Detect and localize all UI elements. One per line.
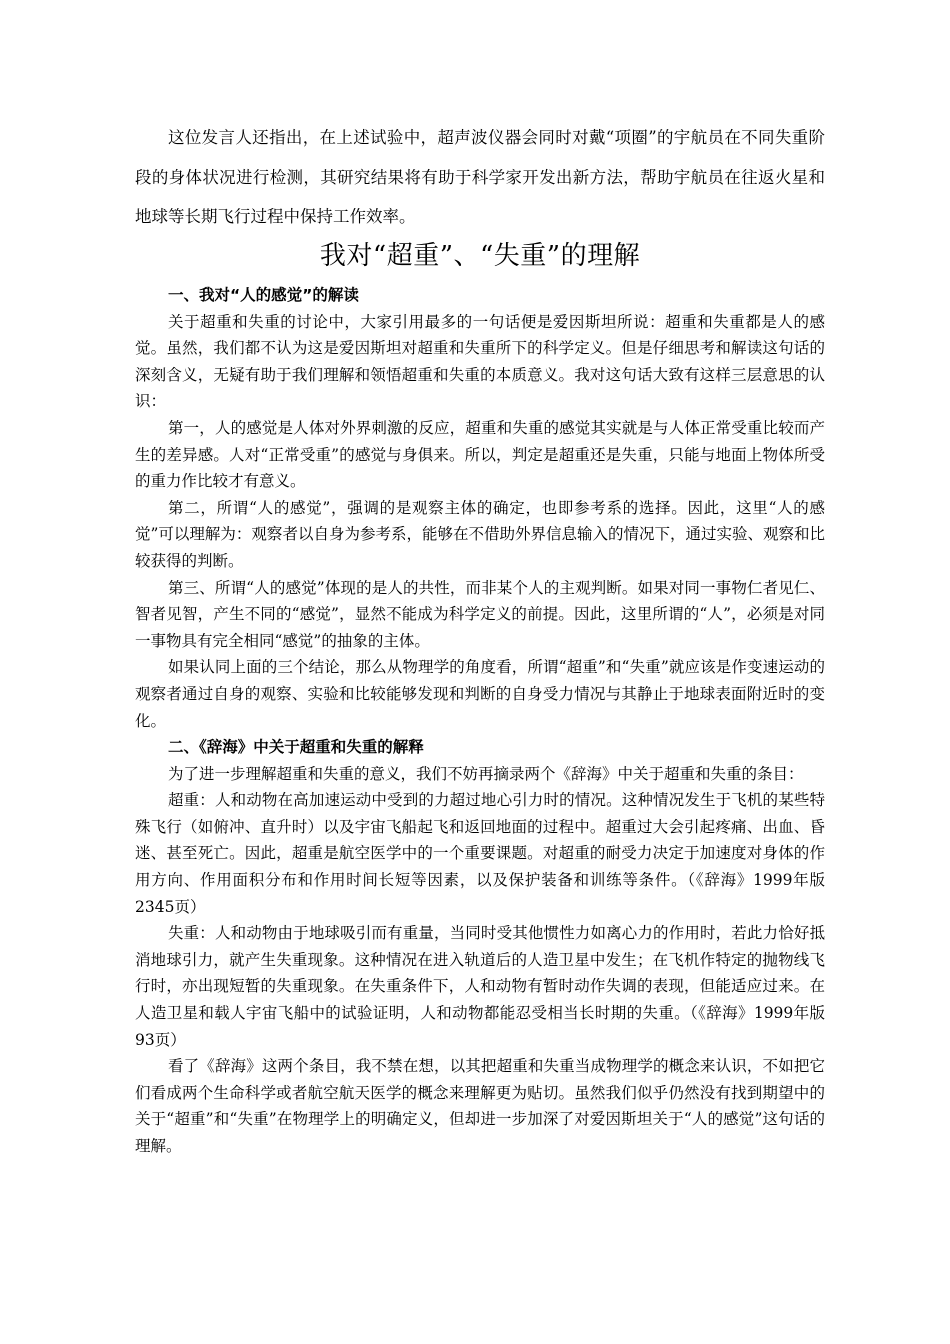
- section-1-heading: 一、我对“人的感觉”的解读: [168, 286, 359, 304]
- section-2-paragraph-1: 为了进一步理解超重和失重的意义，我们不妨再摘录两个《辞海》中关于超重和失重的条目：: [168, 764, 804, 783]
- section-1-paragraph-3: 第二，所谓“人的感觉”，强调的是观察主体的确定，也即参考系的选择。因此，这里“人的感觉”可以理解为：观察者以自身为参考系，能够在不借助外界信息输入的情况下，通过实验、观察和比较获得的判断。: [135, 498, 825, 570]
- section-2-heading: 二、《辞海》中关于超重和失重的解释: [168, 738, 424, 757]
- article-body: [135, 282, 825, 1160]
- section-1-paragraph-1: 关于超重和失重的讨论中，大家引用最多的一句话便是爱因斯坦所说：超重和失重都是人的感觉。虽然，我们都不认为这是爱因斯坦对超重和失重所下的科学定义。但是仔细思考和解读这句话的深刻含义，无疑有助于我们理解和领悟超重和失重的本质意义。我对这句话大致有这样三层意思的认识：: [135, 312, 825, 411]
- intro-paragraph: 这位发言人还指出，在上述试验中，超声波仪器会同时对戴“项圈”的宇航员在不同失重阶段的身体状况进行检测，其研究结果将有助于科学家开发出新方法，帮助宇航员在往返火星和地球等长期飞行过程中保持工作效率。: [135, 128, 825, 226]
- section-1-paragraph-5: 如果认同上面的三个结论，那么从物理学的角度看，所谓“超重”和“失重”就应该是作变速运动的观察者通过自身的观察、实验和比较能够发现和判断的自身受力情况与其静止于地球表面附近时的变化。: [135, 658, 825, 730]
- section-2-paragraph-3: 失重：人和动物由于地球吸引而有重量，当同时受其他惯性力如离心力的作用时，若此力恰好抵消地球引力，就产生失重现象。这种情况在进入轨道后的人造卫星中发生；在飞机作特定的抛物线飞行时，亦出现短暂的失重现象。在失重条件下，人和动物有暂时动作失调的表现，但能适应过来。在人造卫星和载人宇宙飞船中的试验证明，人和动物都能忍受相当长时期的失重。（《辞海》1999年版93页）: [135, 924, 825, 1049]
- section-2-paragraph-4: 看了《辞海》这两个条目，我不禁在想，以其把超重和失重当成物理学的概念来认识，不如把它们看成两个生命科学或者航空航天医学的概念来理解更为贴切。虽然我们似乎仍然没有找到期望中的关于“超重”和“失重”在物理学上的明确定义，但却进一步加深了对爱因斯坦关于“人的感觉”这句话的理解。: [135, 1057, 825, 1155]
- section-1-paragraph-2: 第一，人的感觉是人体对外界刺激的反应，超重和失重的感觉其实就是与人体正常受重比较而产生的差异感。人对“正常受重”的感觉与身俱来。所以，判定是超重还是失重，只能与地面上物体所受的重力作比较才有意义。: [135, 418, 825, 491]
- section-1-paragraph-4: 第三、所谓“人的感觉”体现的是人的共性，而非某个人的主观判断。如果对同一事物仁者见仁、智者见智，产生不同的“感觉”，显然不能成为科学定义的前提。因此，这里所谓的“人”，必须是对同一事物具有完全相同“感觉”的抽象的主体。: [135, 578, 825, 650]
- article-title: 我对“超重”、“失重”的理解: [319, 241, 641, 271]
- section-2-paragraph-2: 超重：人和动物在高加速运动中受到的力超过地心引力时的情况。这种情况发生于飞机的某些特殊飞行（如俯冲、直升时）以及宇宙飞船起飞和返回地面的过程中。超重过大会引起疼痛、出血、昏迷、甚至死亡。因此，超重是航空医学中的一个重要课题。对超重的耐受力决定于加速度对身体的作用方向、作用面积分布和作用时间长短等因素，以及保护装备和训练等条件。（《辞海》1999年版2345页）: [135, 791, 825, 916]
